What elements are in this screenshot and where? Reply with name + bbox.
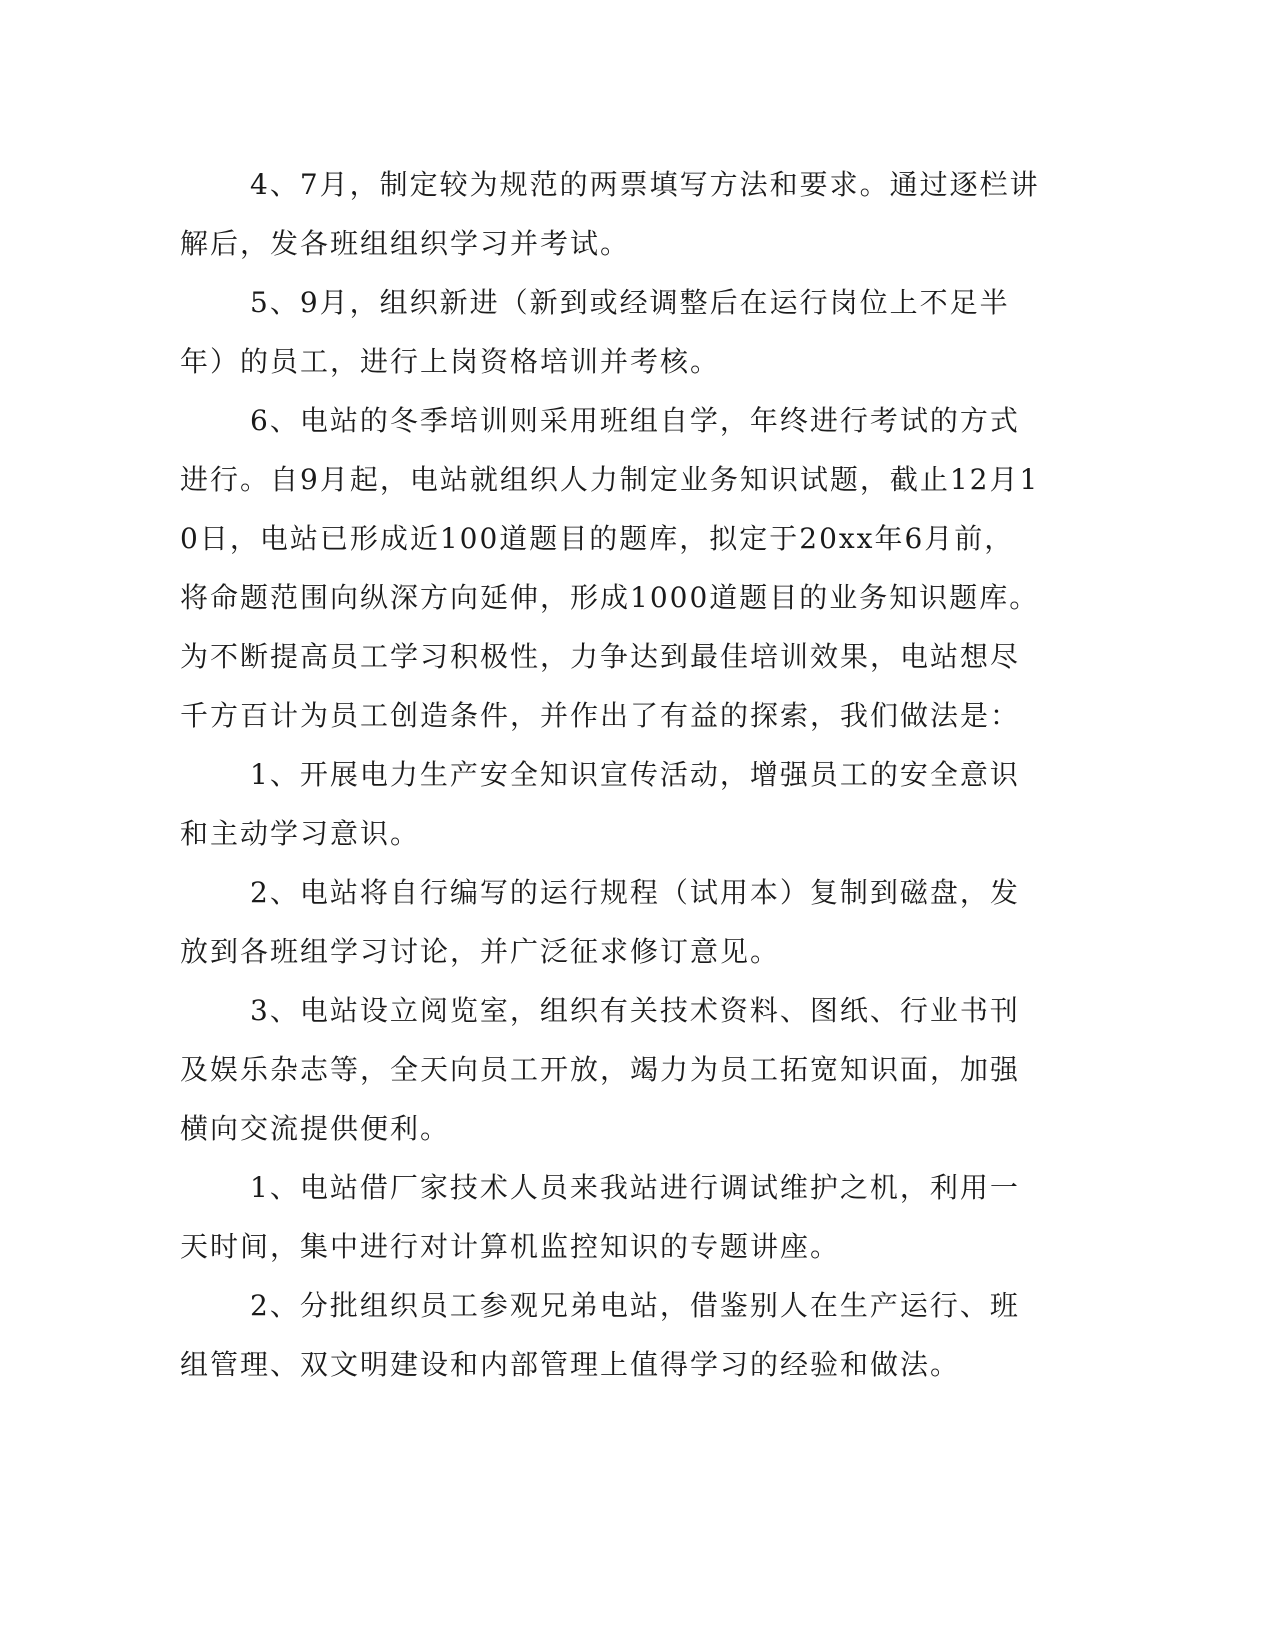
document-body [180, 155, 1040, 1394]
paragraph-item-4-july: 4、7月，制定较为规范的两票填写方法和要求。通过逐栏讲解后，发各班组组织学习并考试。 [180, 168, 1040, 260]
paragraph-item-6-winter-training: 6、电站的冬季培训则采用班组自学，年终进行考试的方式进行。自9月起，电站就组织人力制定业务知识试题，截止12月10日，电站已形成近100道题目的题库，拟定于20xx年6月前，将命题范围向纵深方向延伸，形成1000道题目的业务知识题库。为不断提高员工学习积极性，力争达到最佳培训效果，电站想尽千方百计为员工创造条件，并作出了有益的探索，我们做法是： [180, 404, 1040, 732]
paragraph-reading-room: 3、电站设立阅览室，组织有关技术资料、图纸、行业书刊及娱乐杂志等，全天向员工开放，竭力为员工拓宽知识面，加强横向交流提供便利。 [180, 994, 1021, 1145]
paragraph-item-5-september: 5、9月，组织新进（新到或经调整后在运行岗位上不足半年）的员工，进行上岗资格培训并考核。 [180, 286, 1010, 378]
paragraph-safety-publicity: 1、开展电力生产安全知识宣传活动，增强员工的安全意识和主动学习意识。 [180, 758, 1020, 850]
paragraph-operating-rules: 2、电站将自行编写的运行规程（试用本）复制到磁盘，发放到各班组学习讨论，并广泛征求修订意见。 [180, 876, 1020, 968]
paragraph-computer-monitoring-lecture: 1、电站借厂家技术人员来我站进行调试维护之机，利用一天时间，集中进行对计算机监控知识的专题讲座。 [180, 1171, 1020, 1263]
paragraph-visit-sister-stations: 2、分批组织员工参观兄弟电站，借鉴别人在生产运行、班组管理、双文明建设和内部管理上值得学习的经验和做法。 [180, 1289, 1020, 1381]
